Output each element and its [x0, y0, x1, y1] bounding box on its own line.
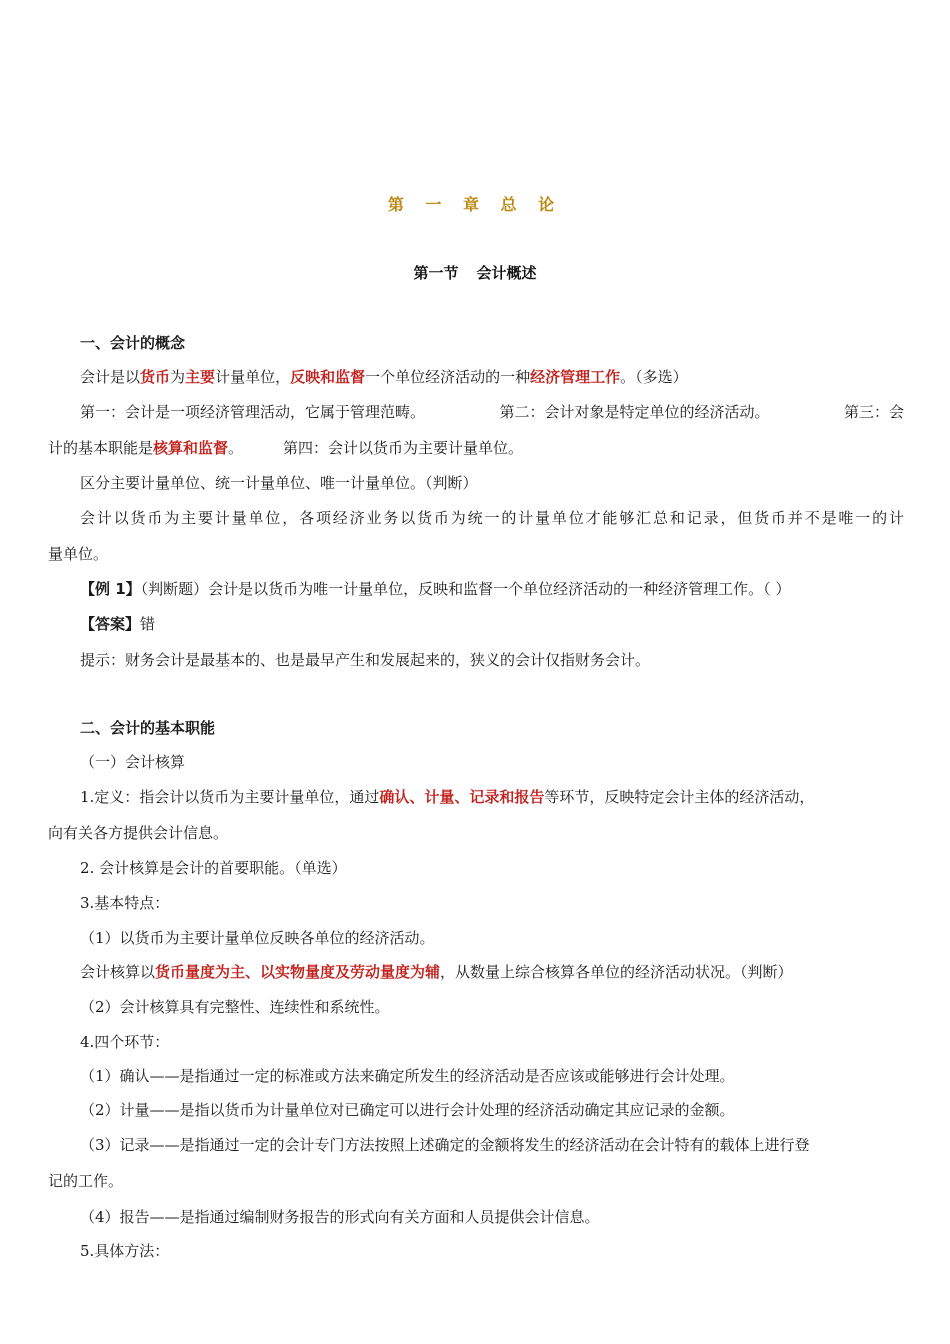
feature-1-note: 会计核算以货币量度为主、以实物量度及劳动量度为辅，从数量上综合核算各单位的经济活动状况。（判断）	[80, 963, 793, 981]
section-title	[0, 262, 950, 283]
item-primary-function: 2. 会计核算是会计的首要职能。（单选）	[80, 859, 347, 877]
distinguish-line: 区分主要计量单位、统一计量单位、唯一计量单位。（判断）	[80, 474, 478, 492]
tip-line: 提示：财务会计是最基本的、也是最早产生和发展起来的，狭义的会计仅指财务会计。	[80, 651, 651, 669]
step-report: （4）报告——是指通过编制财务报告的形式向有关方面和人员提供会计信息。	[80, 1208, 600, 1226]
feature-1: （1）以货币为主要计量单位反映各单位的经济活动。	[80, 929, 435, 947]
highlight-four-steps: 确认、计量、记录和报告	[379, 788, 545, 806]
highlight-currency: 货币	[140, 368, 171, 386]
item-methods: 5.具体方法：	[80, 1242, 170, 1260]
points-line-2: 计的基本职能是核算和监督。 第四：会计以货币为主要计量单位。	[48, 439, 524, 457]
example-line: 【例 1】（判断题）会计是以货币为唯一计量单位，反映和监督一个单位经济活动的一种经济管理工作。（ ）	[80, 580, 791, 598]
item-four-steps: 4.四个环节：	[80, 1033, 170, 1051]
sub-accounting-core: （一）会计核算	[80, 753, 186, 771]
step-record-cont: 记的工作。	[48, 1172, 124, 1190]
item-definition-cont: 向有关各方提供会计信息。	[48, 824, 229, 842]
highlight-measurement: 货币量度为主、以实物量度及劳动量度为辅	[155, 963, 441, 981]
item-definition: 1.定义：指会计以货币为主要计量单位，通过确认、计量、记录和报告等环节，反映特定会计主体的经济活动，	[80, 788, 815, 806]
chapter-title: 第 一 章 总 论	[387, 195, 563, 214]
heading-concept: 一、会计的概念	[80, 334, 186, 352]
points-line-1: 第一：会计是一项经济管理活动，它属于管理范畴。 第二：会计对象是特定单位的经济活动。 第三：会	[80, 403, 904, 421]
highlight-reflect-supervise: 反映和监督	[290, 368, 366, 386]
step-measure: （2）计量——是指以货币为计量单位对已确定可以进行会计处理的经济活动确定其应记录的金额。	[80, 1101, 735, 1119]
highlight-core-functions: 核算和监督	[153, 439, 229, 457]
answer-line: 【答案】错	[80, 615, 156, 633]
explain-line-1: 会计以货币为主要计量单位，各项经济业务以货币为统一的计量单位才能够汇总和记录，但货币并不是唯一的计	[80, 509, 904, 527]
item-features: 3.基本特点：	[80, 894, 170, 912]
definition-line: 会计是以货币为主要计量单位，反映和监督一个单位经济活动的一种经济管理工作。（多选）	[80, 368, 688, 386]
section-prefix: 第一节	[413, 264, 459, 282]
answer-tag: 【答案】	[80, 615, 141, 633]
example-tag: 【例 1】	[80, 580, 141, 598]
explain-line-2: 量单位。	[48, 545, 109, 563]
feature-2: （2）会计核算具有完整性、连续性和系统性。	[80, 998, 390, 1016]
section-name: 会计概述	[476, 264, 537, 282]
highlight-management-work: 经济管理工作	[530, 368, 621, 386]
heading-functions: 二、会计的基本职能	[80, 719, 216, 737]
highlight-main: 主要	[185, 368, 216, 386]
step-confirm: （1）确认——是指通过一定的标准或方法来确定所发生的经济活动是否应该或能够进行会计处理。	[80, 1067, 735, 1085]
step-record: （3）记录——是指通过一定的会计专门方法按照上述确定的金额将发生的经济活动在会计特有的载体上进行登	[80, 1136, 810, 1154]
